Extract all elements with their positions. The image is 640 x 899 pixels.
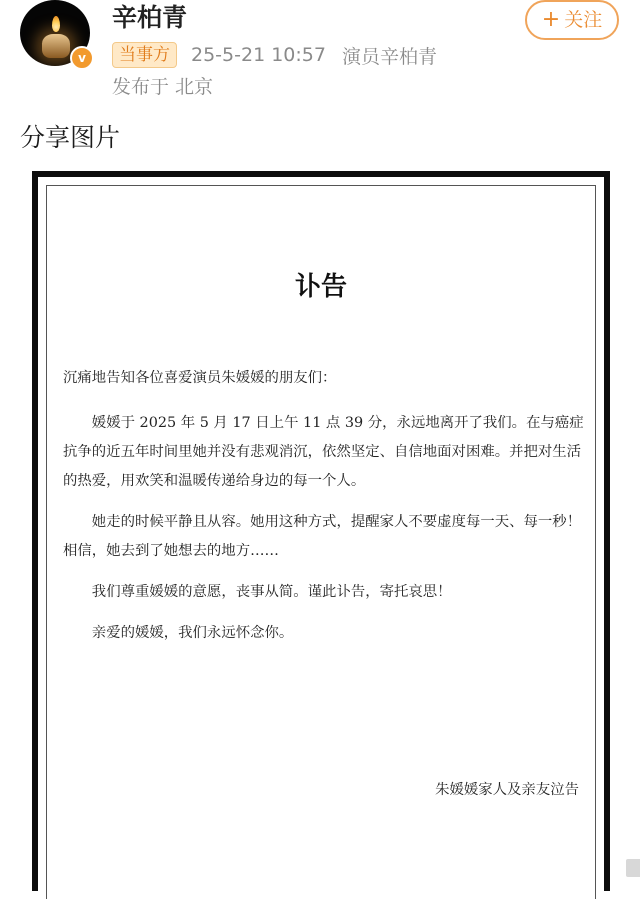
- candle-icon: [42, 34, 70, 58]
- verified-icon: v: [70, 46, 94, 70]
- shared-image[interactable]: [32, 171, 610, 891]
- notice-title: 讣告: [294, 272, 347, 302]
- username[interactable]: 辛柏青: [112, 3, 188, 32]
- notice-paragraph: 亲爱的媛媛，我们永远怀念你。: [91, 625, 294, 641]
- notice-paragraph: 她走的时候平静且从容。她用这种方式，提醒家人不要虚度每一天、每一秒！相信，她去到了她想去的地方……: [63, 514, 582, 559]
- status-badge: 当事方: [112, 42, 177, 68]
- post-location: 发布于 北京: [112, 76, 214, 98]
- notice-signature: 朱媛媛家人及亲友泣告: [435, 782, 579, 798]
- notice-paragraph: 我们尊重媛媛的意愿，丧事从简。谨此讣告，寄托哀思！: [91, 584, 452, 600]
- post-source: 演员辛柏青: [341, 45, 437, 68]
- post-text: 分享图片: [20, 123, 121, 152]
- notice-greeting: 沉痛地告知各位喜爱演员朱媛媛的朋友们：: [63, 370, 337, 386]
- notice-body: [63, 364, 593, 660]
- follow-label: 关注: [564, 9, 603, 31]
- post-meta: [112, 42, 437, 68]
- notice-paragraph: 媛媛于 2025 年 5 月 17 日上午 11 点 39 分，永远地离开了我们。在与癌症抗争的近五年时间里她并没有悲观消沉，依然坚定、自信地面对困难。并把对生活的热爱，用欢笑和温暖传递给身边的每一个人。: [63, 415, 584, 489]
- watermark-icon: [626, 859, 640, 877]
- timestamp: 25-5-21 10:57: [191, 44, 326, 66]
- notice-frame: [46, 185, 596, 899]
- follow-button[interactable]: [525, 0, 619, 40]
- candle-flame-icon: [52, 16, 60, 32]
- plus-icon: +: [541, 7, 561, 32]
